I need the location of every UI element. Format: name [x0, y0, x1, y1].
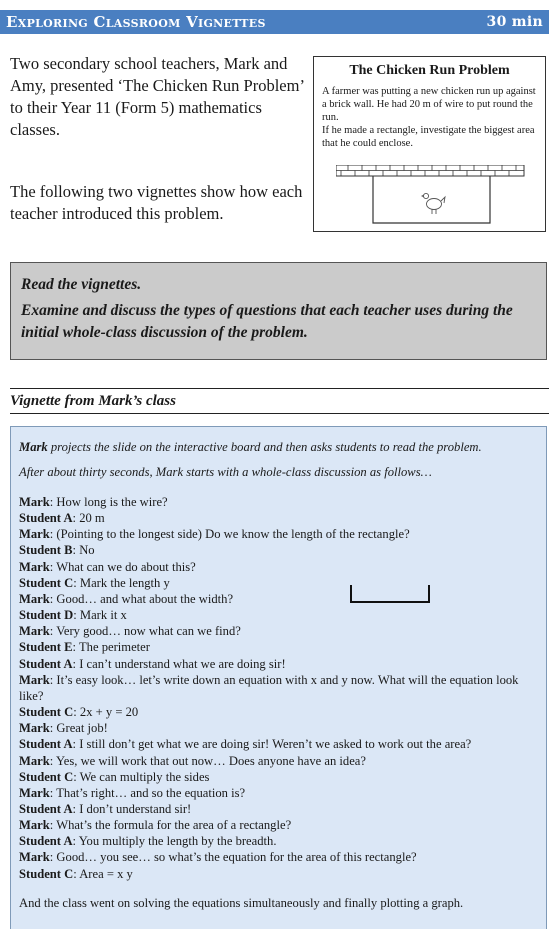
speaker-name: Student A [19, 737, 73, 752]
dialogue-text: : Very good… now what can we find? [49, 624, 241, 639]
dialogue-line [19, 785, 538, 801]
speaker-name: Mark [19, 785, 50, 800]
section-header [0, 10, 549, 34]
problem-line-2: If he made a rectangle, investigate the biggest area that he could enclose. [322, 125, 535, 149]
task-line-2: Examine and discuss the types of questions that each teacher uses during the initial whole-class discussion of the problem. [21, 302, 513, 341]
dialogue-line [19, 623, 538, 639]
run-fence [373, 176, 490, 223]
speaker-name: Mark [19, 672, 50, 687]
duration-label: 30 min [486, 14, 543, 30]
dialogue-text: : What’s the formula for the area of a rectangle? [49, 818, 292, 833]
dialogue-line [19, 866, 538, 882]
dialogue-text: : It’s easy look… let’s write down an equation with x and y now. What will the equation look like? [19, 672, 519, 703]
dialogue-line [19, 736, 538, 752]
dialogue-line [19, 559, 538, 575]
vignette-heading: Vignette from Mark’s class [10, 388, 549, 414]
intro-teacher-name: Mark [19, 440, 48, 454]
dialogue-line [19, 575, 538, 591]
dialogue-text: : No [72, 543, 95, 558]
chicken-icon [422, 193, 445, 214]
dialogue-line [19, 510, 538, 526]
dialogue-line [19, 753, 538, 769]
speaker-name: Student A [19, 656, 73, 671]
task-line-1: Read the vignettes. [21, 276, 142, 293]
intro-rest: projects the slide on the interactive board and then asks students to read the problem. [47, 440, 482, 454]
dialogue-text: : Mark it x [73, 608, 127, 623]
speaker-name: Student A [19, 511, 73, 526]
dialogue-text: : What can we do about this? [49, 559, 196, 574]
problem-title: The Chicken Run Problem [349, 63, 510, 78]
vignette-intro-2: After about thirty seconds, Mark starts with a whole-class discussion as follows… [19, 465, 432, 479]
intro-paragraph-1: Two secondary school teachers, Mark and Amy, presented ‘The Chicken Run Problem’ to their Year 11 (Form 5) mathematics classes. [10, 54, 304, 139]
dialogue-line [19, 639, 538, 655]
brick-wall [336, 165, 524, 176]
intro-paragraph-2: The following two vignettes show how each teacher introduced this problem. [10, 182, 303, 223]
dialogue-text: : That’s right… and so the equation is? [49, 785, 246, 800]
dialogue-text: : You multiply the length by the breadth. [72, 834, 277, 849]
speaker-name: Mark [19, 721, 50, 736]
speaker-name: Mark [19, 850, 50, 865]
speaker-name: Mark [19, 818, 50, 833]
dialogue-text: : Yes, we will work that out now… Does anyone have an idea? [49, 753, 366, 768]
dialogue-text: : Good… you see… so what’s the equation for the area of this rectangle? [49, 850, 417, 865]
dialogue-line [19, 672, 538, 704]
section-title: Exploring Classroom Vignettes [6, 13, 266, 31]
dialogue-line [19, 769, 538, 785]
dialogue-line [19, 849, 538, 865]
speaker-name: Mark [19, 495, 50, 509]
dialogue-text: : How long is the wire? [49, 495, 168, 509]
dialogue-text: : We can multiply the sides [73, 769, 210, 784]
speaker-name: Mark [19, 591, 50, 606]
dialogue-text: : The perimeter [72, 640, 150, 655]
speaker-name: Student D [19, 608, 74, 623]
problem-card [313, 56, 546, 232]
speaker-name: Mark [19, 624, 50, 639]
vignette-intro [19, 439, 538, 456]
speaker-name: Mark [19, 559, 50, 574]
dialogue-text: : I can’t understand what we are doing sir! [72, 656, 286, 671]
dialogue-line [19, 833, 538, 849]
intro-text [10, 53, 308, 225]
speaker-name: Student C [19, 769, 74, 784]
dialogue-line [19, 607, 538, 623]
speaker-name: Student C [19, 575, 74, 590]
dialogue-line [19, 704, 538, 720]
dialogue-line [19, 817, 538, 833]
vignette-closing: And the class went on solving the equations simultaneously and finally plotting a graph. [19, 895, 464, 910]
problem-line-1: A farmer was putting a new chicken run up against a brick wall. He had 20 m of wire to put round the run. [322, 86, 536, 123]
dialogue-text: : Good… and what about the width? [49, 591, 234, 606]
dialogue-text: : (Pointing to the longest side) Do we know the length of the rectangle? [49, 527, 410, 542]
dialogue-text: : 2x + y = 20 [73, 705, 139, 720]
dialogue-text: : I still don’t get what we are doing sir! Weren’t we asked to work out the area? [72, 737, 472, 752]
speaker-name: Student A [19, 801, 73, 816]
speaker-name: Student E [19, 640, 73, 655]
speaker-name: Student B [19, 543, 73, 558]
dialogue-text: : I don’t understand sir! [72, 801, 192, 816]
dialogue [19, 494, 538, 882]
speaker-name: Student C [19, 705, 74, 720]
dialogue-line [19, 542, 538, 558]
dialogue-line [19, 526, 538, 542]
dialogue-line [19, 656, 538, 672]
speaker-name: Student C [19, 866, 74, 881]
dialogue-text: : 20 m [72, 511, 105, 526]
rectangle-sketch-icon [350, 584, 430, 604]
dialogue-text: : Area = x y [73, 866, 133, 881]
dialogue-text: : Great job! [49, 721, 108, 736]
vignette-box [10, 426, 547, 929]
dialogue-text: : Mark the length y [73, 575, 170, 590]
speaker-name: Mark [19, 753, 50, 768]
speaker-name: Student A [19, 834, 73, 849]
dialogue-line [19, 720, 538, 736]
dialogue-line [19, 494, 538, 510]
dialogue-line [19, 801, 538, 817]
chicken-run-diagram [336, 165, 526, 227]
task-box [10, 262, 547, 360]
dialogue-line [19, 591, 538, 607]
speaker-name: Mark [19, 527, 50, 542]
